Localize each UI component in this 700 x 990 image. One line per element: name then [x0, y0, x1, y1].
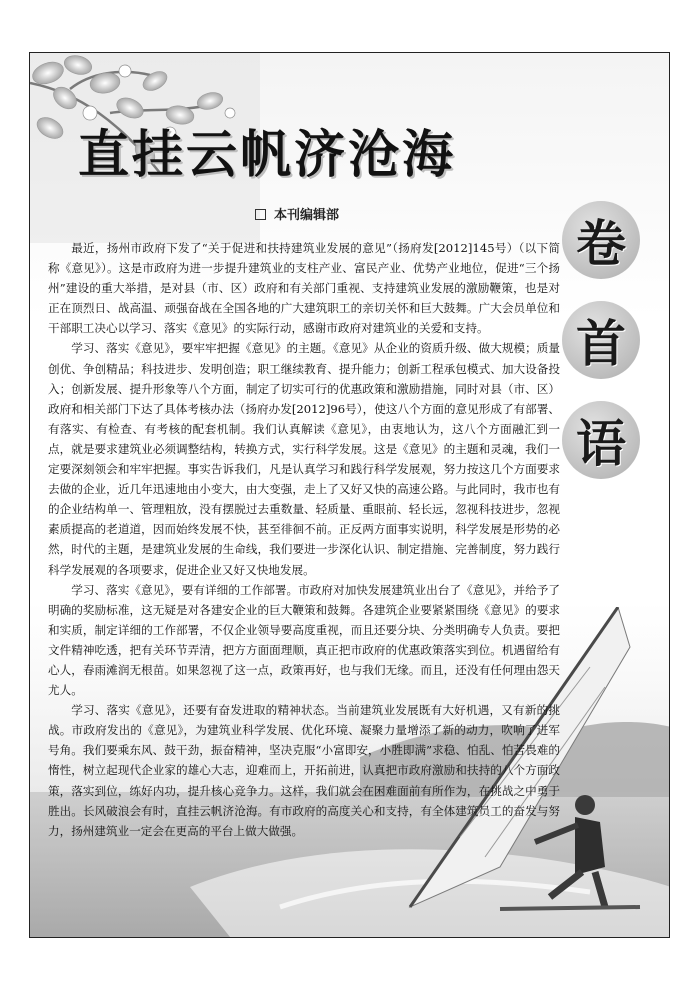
article-title: 直挂云帆济沧海	[78, 126, 457, 185]
column-label-char-3: 语	[562, 401, 640, 479]
column-label-char-1: 卷	[562, 201, 640, 279]
paragraph-4: 学习、落实《意见》，还要有奋发进取的精神状态。当前建筑业发展既有大好机遇，又有新的挑战。市政府发出的《意见》，为建筑业科学发展、优化环境、凝聚力量增添了新的动力，吹响了进军号角。我们要乘东风、鼓干劲，振奋精神，坚决克服“小富即安，小胜即满”求稳、怕乱、怕苦畏难的惰性，树立起现代企业家的雄心大志，迎难而上，开拓前进，认真把市政府激励和扶持的八个方面政策，落实到位，练好内功，提升核心竞争力。这样，我们就会在困难面前有所作为，在挑战之中勇于胜出。长风破浪会有时，直挂云帆济沧海。有市政府的高度关心和支持，有全体建筑员工的奋发与努力，扬州建筑业一定会在更高的平台上做大做强。	[48, 703, 560, 838]
paragraph-2: 学习、落实《意见》，要牢牢把握《意见》的主题。《意见》从企业的资质升级、做大规模；质量创优、争创精品；科技进步、发明创造；职工继续教育、提升能力；创新工程承包模式、加大设备投入；创新发展、提升形象等八个方面，制定了切实可行的优惠政策和激励措施，同时对县（市、区）政府和相关部门下达了具体考核办法（扬府办发[2012]96号），使这八个方面的意见形成了有部署、有落实、有检查、有考核的配套机制。我们认真解读《意见》，由衷地认为，这八个方面融汇到一点，就是要求建筑业必须调整结构，转换方式，实行科学发展。这是《意见》的主题和灵魂，我们一定要深刻领会和牢牢把握。事实告诉我们，凡是认真学习和践行科学发展观，努力按这几个方面要求去做的企业，近几年迅速地由小变大，由大变强，走上了又好又快的高速公路。与此同时，我市也有的企业结构单一、管理粗放，没有摆脱过去重数量、轻质量、重眼前、轻长远，忽视科技进步，忽视素质提高的老道道，因而始终发展不快，甚至徘徊不前。正反两方面事实说明，科学发展是形势的必然，时代的主题，是建筑业发展的生命线，我们要进一步深化认识、制定措施、完善制度，努力践行科学发展观的各项要求，促进企业又好又快地发展。	[48, 341, 560, 577]
page-frame	[29, 52, 670, 938]
byline-text: 本刊编辑部	[274, 208, 340, 223]
article-body	[48, 238, 560, 841]
column-label-char-2: 首	[562, 301, 640, 379]
column-label	[562, 201, 642, 501]
paragraph-3: 学习、落实《意见》，要有详细的工作部署。市政府对加快发展建筑业出台了《意见》，并给予了明确的奖励标准，这无疑是对各建安企业的巨大鞭策和鼓舞。各建筑企业要紧紧围绕《意见》的要求和实质，制定详细的工作部署，不仅企业领导要高度重视，而且还要分块、分类明确专人负责。要把文件精神吃透，把有关环节弄清，把方方面面理顺，真正把市政府的优惠政策落实到位。机遇留给有心人，春雨滩润无根苗。如果忽视了这一点，政策再好，也与我们无缘。而且，还没有任何理由怨天尤人。	[48, 582, 560, 698]
byline	[255, 204, 339, 223]
paragraph-1: 最近，扬州市政府下发了“关于促进和扶持建筑业发展的意见”（扬府发[2012]145号）（以下简称《意见》）。这是市政府为进一步提升建筑业的支柱产业、富民产业、优势产业地位，促进“三个扬州”建设的重大举措，是对县（市、区）政府和有关部门重视、支持建筑业发展的激励鞭策，也是对正在顶烈日、战高温、顽强奋战在全国各地的广大建筑职工的亲切关怀和巨大鼓舞。广大会员单位和干部职工决心以学习、落实《意见》的实际行动，感谢市政府对建筑业的关爱和支持。	[48, 241, 560, 336]
byline-box-icon	[255, 209, 266, 220]
